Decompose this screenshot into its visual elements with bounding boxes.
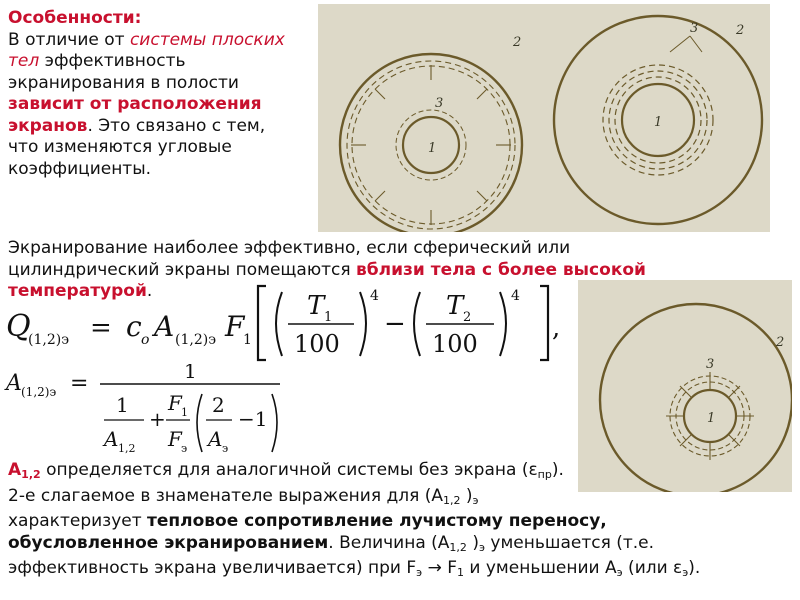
intro-line-3: экранирования в полости: [8, 72, 239, 93]
formula1-a-sub: (1,2)э: [175, 332, 217, 348]
figure-b-label-2: 2: [776, 335, 785, 350]
intro-line-2: тел эффективность: [8, 51, 186, 71]
intro-heading: Особенности:: [8, 8, 142, 28]
formula2-lhs: A: [6, 371, 22, 396]
intro-line-1: В отличие от системы плоских: [8, 29, 285, 50]
formula2-f1-sub: 1: [181, 406, 188, 419]
formula2-minus-one: −1: [238, 407, 268, 431]
formula2-ae-sub: э: [222, 442, 229, 455]
formula2-fe: F: [168, 427, 182, 451]
figure-label-3: 3: [435, 96, 444, 111]
formula1-t1-sub: 1: [324, 310, 333, 325]
formula1-t1: T: [307, 291, 325, 321]
formula2-fe-sub: э: [181, 442, 188, 455]
formula1-c-sub: o: [141, 332, 150, 348]
formula1-lhs-sub: (1,2)э: [28, 332, 70, 348]
bottom-line-2: 2-е слагаемое в знаменателе выражения для ($A_{1,2}$ )$_э$: [8, 485, 479, 507]
formula1-a: A: [154, 310, 175, 343]
figure-label-1: 1: [428, 141, 437, 156]
figure-case-screen-near-inner: [554, 16, 762, 224]
formula2-f1: F: [168, 391, 182, 415]
intro-line-7: коэффициенты.: [8, 158, 152, 179]
intro-line-5: экранов. Это связано с тем,: [8, 115, 266, 136]
formula1-c: c: [126, 310, 142, 343]
figure-b-label-3: 3: [706, 357, 715, 372]
figure-label-1-b: 1: [654, 115, 663, 130]
bottom-line-5: эффективность экрана увеличивается) при $F_э \to F_1$ и уменьшении $A_э$ (или $\varepsilon_э$).: [8, 558, 701, 579]
figure-label-2: 2: [513, 35, 522, 50]
figure-b-label-1: 1: [707, 411, 716, 426]
formula-reduced-absorptivity: [0, 364, 300, 458]
screen-placement-figure: [318, 4, 770, 232]
formula2-one: 1: [116, 393, 129, 417]
formula-heat-flux: [0, 280, 580, 366]
formula2-a12-sub: 1,2: [118, 442, 136, 455]
formula1-t2-sub: 2: [463, 310, 472, 325]
middle-line-3: температурой.: [8, 281, 153, 301]
formula1-minus: −: [384, 309, 406, 339]
formula1-eq: =: [90, 313, 112, 343]
formula1-f: F: [225, 310, 245, 343]
formula1-power-2: 4: [511, 288, 520, 304]
formula1-denom-2: 100: [432, 330, 478, 358]
bottom-line-1: $A_{1,2}$ определяется для аналогичной системы без экрана $(\varepsilon_{пр})$.: [8, 460, 564, 481]
formula2-numerator: 1: [184, 364, 197, 383]
formula2-lhs-sub: (1,2)э: [21, 385, 57, 399]
formula2-a12: A: [104, 427, 119, 451]
formula1-comma: ,: [552, 313, 561, 343]
formula2-eq: =: [70, 371, 89, 396]
formula1-t2: T: [446, 291, 464, 321]
formula1-power-1: 4: [370, 288, 379, 304]
formula2-two: 2: [212, 393, 225, 417]
formula2-ae: A: [208, 427, 223, 451]
figure-label-3-b: 3: [690, 21, 699, 36]
bottom-paragraph: [8, 460, 798, 584]
formula1-lhs: Q: [6, 309, 31, 344]
formula1-denom-1: 100: [294, 330, 340, 358]
figure-case-screen-near-outer: [340, 35, 522, 232]
middle-line-2: цилиндрический экраны помещаются вблизи тела с более высокой: [8, 259, 646, 280]
middle-line-1: Экранирование наиболее эффективно, если сферический или: [8, 238, 571, 258]
intro-line-4: зависит от расположения: [8, 94, 262, 114]
bottom-line-3: характеризует тепловое сопротивление лучистому переносу,: [8, 511, 607, 531]
formula1-f-sub: 1: [243, 332, 252, 348]
intro-paragraph: [8, 8, 338, 180]
figure-label-2-b: 2: [736, 23, 745, 38]
intro-line-6: что изменяются угловые: [8, 137, 232, 157]
formula2-plus: +: [149, 407, 166, 431]
bottom-line-4: обусловленное экранированием. Величина ($A_{1,2}$ )$_э$ уменьшается (т.е.: [8, 532, 655, 554]
